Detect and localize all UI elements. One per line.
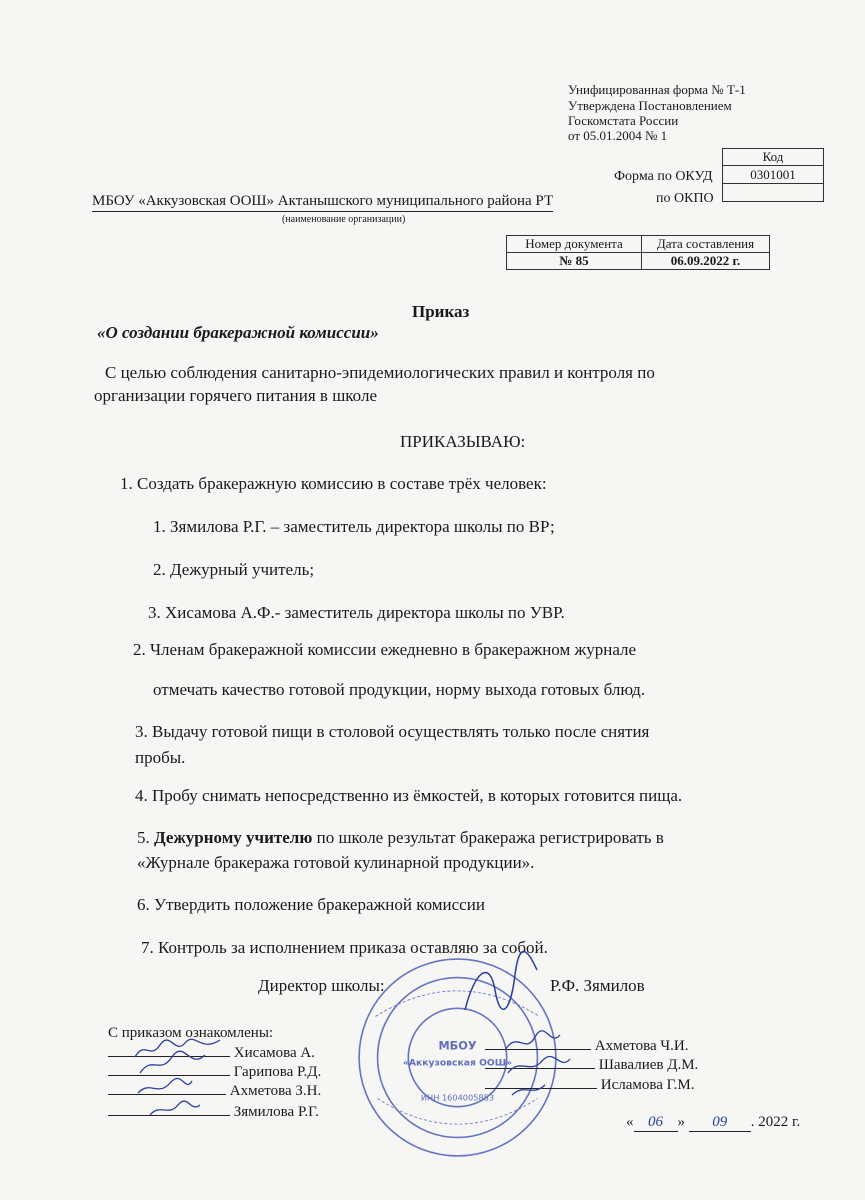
date-open-quote: «: [626, 1114, 634, 1130]
item-5-bold: Дежурному учителю: [154, 828, 313, 847]
item-5-prefix: 5.: [137, 828, 154, 847]
doc-number-header: Номер документа: [507, 236, 642, 253]
item-5-rest: по школе результат бракеража регистрировать в: [312, 828, 664, 847]
acquainted-label: С приказом ознакомлены:: [108, 1025, 274, 1041]
date-month: 09: [689, 1114, 751, 1132]
signer-left-4-name: Зямилова Р.Г.: [233, 1104, 319, 1120]
director-name: Р.Ф. Зямилов: [550, 976, 645, 995]
preamble-line-1: С целью соблюдения санитарно-эпидемиологических правил и контроля по: [105, 363, 655, 382]
stamp-center-2: «Аккузовская ООШ»: [402, 1057, 513, 1069]
form-line-4: от 05.01.2004 № 1: [568, 128, 668, 143]
organization-name: МБОУ «Аккузовская ООШ» Актанышского муниципального района РТ: [92, 193, 553, 212]
director-label: Директор школы:: [258, 976, 385, 995]
preamble-line-2: организации горячего питания в школе: [94, 386, 377, 405]
code-header: Код: [723, 149, 824, 166]
stamp-center-1: МБОУ: [438, 1039, 477, 1053]
left-signatures: [130, 1035, 230, 1130]
organization-caption: (наименование организации): [282, 214, 406, 225]
director-signature: [455, 950, 545, 1020]
stamp-inn: ИНН 1604005853: [420, 1092, 495, 1103]
item-7: 7. Контроль за исполнением приказа оставляю за собой.: [141, 938, 548, 957]
signer-left-3-name: Ахметова З.Н.: [229, 1083, 322, 1099]
okud-label: Форма по ОКУД: [614, 169, 713, 184]
form-line-1: Унифицированная форма № Т-1: [568, 82, 746, 97]
okpo-code: [723, 184, 824, 202]
page-subtitle: «О создании бракеражной комиссии»: [97, 323, 379, 342]
signer-right-3-name: Исламова Г.М.: [600, 1077, 695, 1093]
item-1: 1. Создать бракеражную комиссию в составе трёх человек:: [120, 474, 547, 493]
item-5-line-2: «Журнале бракеража готовой кулинарной продукции».: [137, 853, 535, 872]
signer-left-1-name: Хисамова А.: [233, 1045, 315, 1061]
okpo-label: по ОКПО: [656, 191, 714, 206]
item-6: 6. Утвердить положение бракеражной комиссии: [137, 895, 485, 914]
item-1-1: 1. Зямилова Р.Г. – заместитель директора школы по ВР;: [153, 517, 555, 536]
date-day: 06: [634, 1114, 678, 1132]
date-close-quote: »: [677, 1114, 685, 1130]
form-line-3: Госкомстата России: [568, 113, 679, 128]
date-line: [626, 1114, 800, 1132]
doc-date-header: Дата составления: [642, 236, 770, 253]
doc-number: № 85: [507, 253, 642, 270]
page-title: Приказ: [412, 302, 470, 321]
item-1-3: 3. Хисамова А.Ф.- заместитель директора школы по УВР.: [148, 603, 565, 622]
item-5-line-1: [137, 828, 664, 848]
item-4: 4. Пробу снимать непосредственно из ёмкостей, в которых готовится пища.: [135, 786, 683, 805]
right-signatures: [500, 1025, 590, 1105]
signer-left-2-name: Гарипова Р.Д.: [233, 1064, 322, 1080]
doc-date: 06.09.2022 г.: [642, 253, 770, 270]
item-2-line-1: 2. Членам бракеражной комиссии ежедневно в бракеражном журнале: [133, 640, 637, 659]
item-3-line-1: 3. Выдачу готовой пищи в столовой осуществлять только после снятия: [135, 722, 650, 741]
doc-number-table: [506, 235, 770, 270]
date-year: . 2022 г.: [750, 1114, 801, 1130]
form-line-2: Утверждена Постановлением: [568, 98, 732, 113]
item-3-line-2: пробы.: [135, 748, 186, 767]
item-1-2: 2. Дежурный учитель;: [153, 560, 315, 579]
signer-right-1-name: Ахметова Ч.И.: [594, 1038, 689, 1054]
item-2-line-2: отмечать качество готовой продукции, норму выхода готовых блюд.: [153, 680, 646, 699]
okud-code: 0301001: [723, 166, 824, 184]
code-table: [722, 148, 824, 202]
order-word: ПРИКАЗЫВАЮ:: [400, 432, 526, 451]
signer-right-2-name: Шавалиев Д.М.: [598, 1057, 699, 1073]
